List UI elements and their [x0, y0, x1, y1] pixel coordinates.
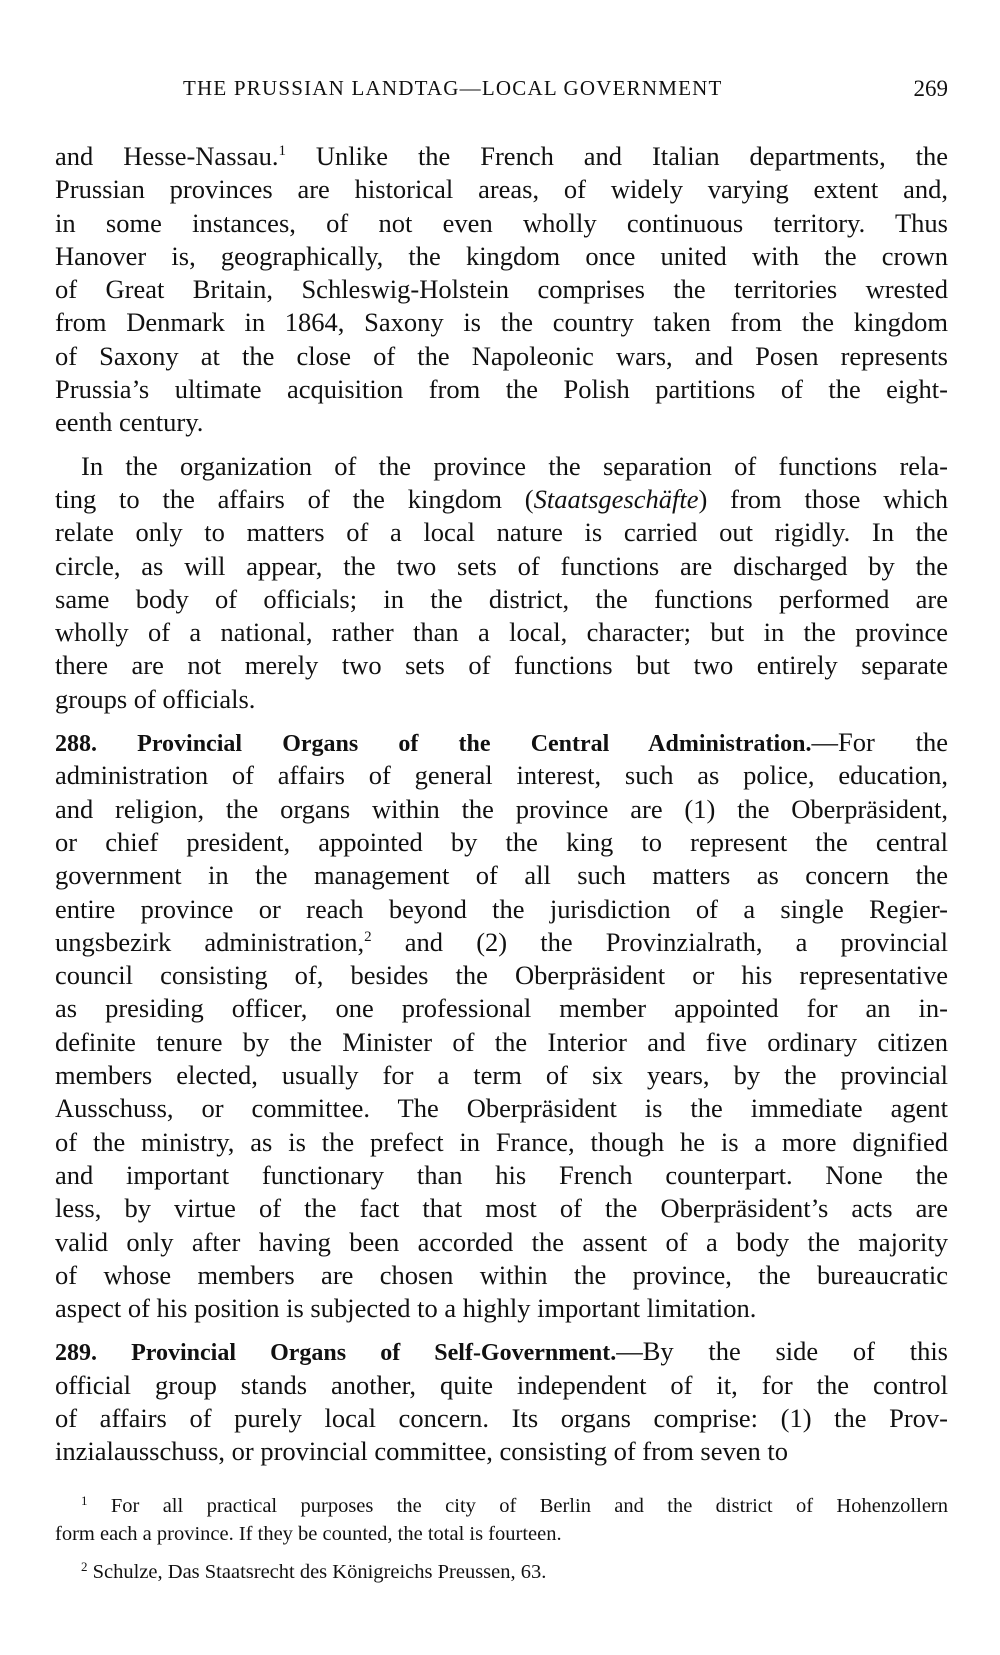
text-line — [55, 306, 948, 339]
text-run: form each a province. If they be counted, the total is fourteen. — [55, 1523, 562, 1545]
text-run: of the ministry, as is the prefect in France, though he is a more dignified — [55, 1126, 948, 1157]
text-line — [55, 406, 948, 439]
text-line — [55, 373, 948, 406]
page-number: 269 — [913, 76, 948, 101]
text-run: from Denmark in 1864, Saxony is the country taken from the kingdom — [55, 307, 948, 338]
text-line — [55, 1259, 948, 1292]
text-line — [55, 649, 948, 682]
text-line — [55, 1226, 948, 1259]
text-run: In the organization of the province the separation of functions rela- — [81, 450, 948, 481]
text-line — [55, 207, 948, 240]
text-run: and important functionary than his French counterpart. None the — [55, 1159, 948, 1190]
text-run: members elected, usually for a term of six years, by the provincial — [55, 1060, 948, 1091]
text-run: wholly of a national, rather than a local, character; but in the province — [55, 617, 948, 648]
text-line — [55, 1126, 948, 1159]
text-line — [55, 992, 948, 1025]
paragraph — [55, 726, 948, 1325]
text-line — [55, 516, 948, 549]
text-line — [55, 683, 948, 716]
text-run: ting to the affairs of the kingdom ( — [55, 483, 534, 514]
text-run: same body of officials; in the district, the functions performed are — [55, 583, 948, 614]
footnotes — [55, 1492, 948, 1586]
text-run: of Saxony at the close of the Napoleonic wars, and Posen represents — [55, 340, 948, 371]
text-run: of affairs of purely local concern. Its organs comprise: (1) the Prov- — [55, 1402, 948, 1433]
text-line — [55, 1492, 948, 1520]
section-heading: 288. Provincial Organs of the Central Administration. — [55, 731, 812, 758]
text-run: Unlike the French and Italian departments, the — [285, 141, 948, 171]
text-run: valid only after having been accorded the assent of a body the majority — [55, 1226, 948, 1257]
paragraph — [55, 1335, 948, 1468]
text-run: groups of officials. — [55, 683, 256, 714]
text-run: administration of affairs of general interest, such as police, education, — [55, 760, 948, 791]
text-line — [55, 483, 948, 516]
footnote-marker: 2 — [81, 1559, 88, 1574]
running-header — [55, 76, 948, 106]
text-line — [55, 726, 948, 759]
text-line — [55, 826, 948, 859]
text-run: and Hesse-Nassau. — [55, 141, 279, 171]
text-run: aspect of his position is subjected to a highly important limitation. — [55, 1293, 757, 1324]
text-line — [55, 140, 948, 173]
text-line — [55, 1369, 948, 1402]
text-line — [55, 926, 948, 959]
text-run: eenth century. — [55, 407, 204, 438]
text-run: of whose members are chosen within the province, the bureaucratic — [55, 1259, 948, 1290]
text-run: ) from those which — [698, 483, 949, 514]
text-run: definite tenure by the Minister of the Interior and five ordinary citizen — [55, 1026, 948, 1057]
text-line — [55, 859, 948, 892]
text-line — [55, 273, 948, 306]
text-run: circle, as will appear, the two sets of functions are discharged by the — [55, 550, 948, 581]
footnote-marker: 1 — [81, 1493, 88, 1508]
text-run: official group stands another, quite independent of it, for the control — [55, 1369, 948, 1400]
footnote — [55, 1492, 948, 1548]
paragraph — [55, 140, 948, 440]
footnote — [55, 1558, 948, 1586]
text-run: Prussia’s ultimate acquisition from the Polish partitions of the eight- — [55, 374, 948, 405]
text-line — [55, 450, 948, 483]
text-run: and (2) the Provinzialrath, a provincial — [371, 926, 948, 957]
text-line — [55, 240, 948, 273]
text-run: Ausschuss, or committee. The Oberpräsident is the immediate agent — [55, 1093, 948, 1124]
text-run: Prussian provinces are historical areas, of widely varying extent and, — [55, 174, 948, 205]
text-line — [55, 1435, 948, 1468]
text-run: —By the side of this — [616, 1336, 948, 1367]
text-line — [55, 1059, 948, 1092]
text-line — [55, 173, 948, 206]
footnote-marker: 2 — [364, 928, 372, 945]
text-run: of Great Britain, Schleswig-Holstein comprises the territories wrested — [55, 274, 948, 305]
text-line — [55, 1520, 948, 1548]
text-run: For all practical purposes the city of Berlin and the district of Hohenzollern — [87, 1495, 948, 1517]
paragraph — [55, 450, 948, 716]
text-run: less, by virtue of the fact that most of the Oberpräsident’s acts are — [55, 1193, 948, 1224]
running-title: THE PRUSSIAN LANDTAG—LOCAL GOVERNMENT — [183, 76, 723, 100]
text-line — [55, 1192, 948, 1225]
text-line — [55, 1092, 948, 1125]
text-run: council consisting of, besides the Oberpräsident or his representative — [55, 960, 948, 991]
text-run: government in the management of all such matters as concern the — [55, 860, 948, 891]
text-line — [55, 1159, 948, 1192]
text-line — [55, 759, 948, 792]
footnote-marker: 1 — [278, 143, 286, 159]
text-run: there are not merely two sets of functions but two entirely separate — [55, 650, 948, 681]
text-line — [55, 583, 948, 616]
text-run: Schulze, Das Staatsrecht des Königreichs Preussen, 63. — [87, 1561, 547, 1583]
text-line — [55, 550, 948, 583]
text-run: Hanover is, geographically, the kingdom once united with the crown — [55, 240, 948, 271]
text-line — [55, 793, 948, 826]
text-run: relate only to matters of a local nature is carried out rigidly. In the — [55, 517, 948, 548]
text-line — [55, 616, 948, 649]
text-run: entire province or reach beyond the jurisdiction of a single Regier- — [55, 893, 948, 924]
body-text — [55, 140, 948, 1469]
text-run: or chief president, appointed by the king to represent the central — [55, 826, 948, 857]
text-run: in some instances, of not even wholly continuous territory. Thus — [55, 207, 948, 238]
text-run: as presiding officer, one professional member appointed for an in- — [55, 993, 948, 1024]
text-line — [55, 1292, 948, 1325]
text-line — [55, 1558, 948, 1586]
text-line — [55, 1402, 948, 1435]
text-line — [55, 1026, 948, 1059]
italic-term: Staatsgeschäfte — [533, 483, 699, 514]
text-line — [55, 340, 948, 373]
text-run: —For the — [811, 727, 949, 758]
text-run: inzialausschuss, or provincial committee, consisting of from seven to — [55, 1436, 789, 1467]
text-run: and religion, the organs within the province are (1) the Oberpräsident, — [55, 793, 948, 824]
section-heading: 289. Provincial Organs of Self-Government. — [55, 1340, 617, 1367]
text-line — [55, 959, 948, 992]
text-line — [55, 893, 948, 926]
text-run: ungsbezirk administration, — [55, 926, 365, 957]
text-line — [55, 1335, 948, 1368]
